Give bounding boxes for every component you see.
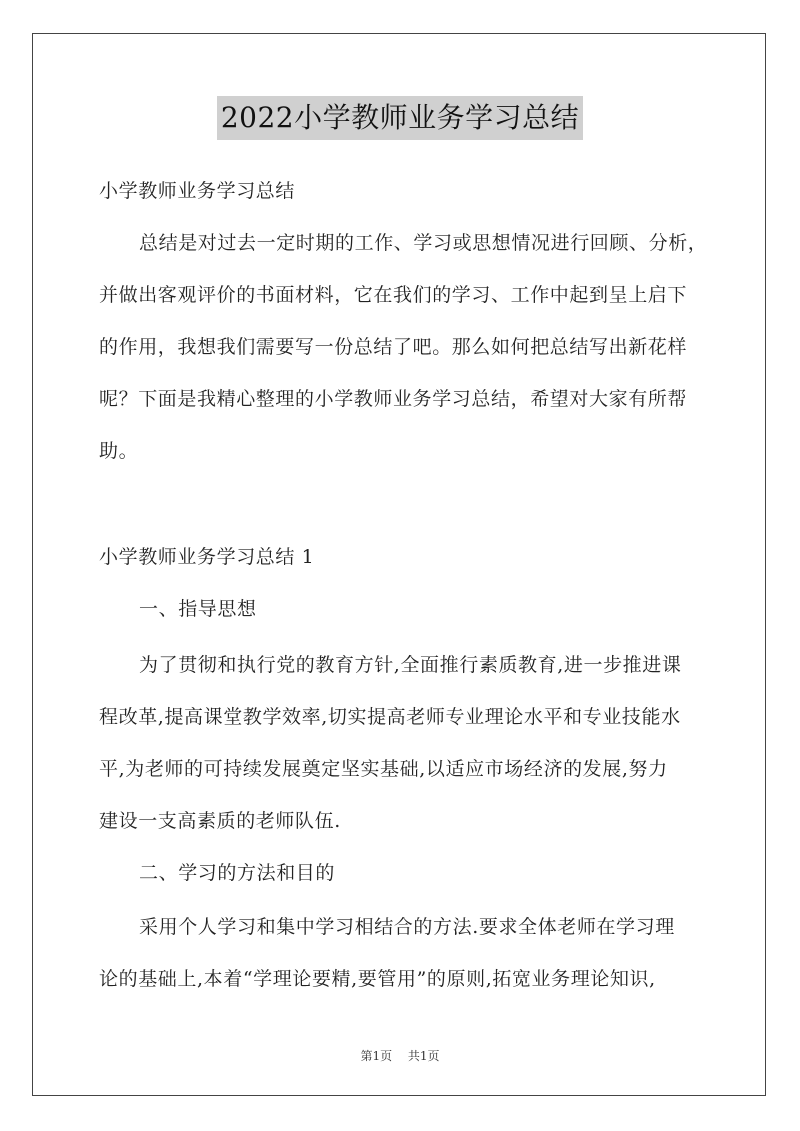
para1-line-1: 为了贯彻和执行党的教育方针,全面推行素质教育,进一步推进课 (139, 654, 682, 676)
page-title: 2022小学教师业务学习总结 (217, 96, 583, 140)
para1-line-3: 平,为老师的可持续发展奠定坚实基础,以适应市场经济的发展,努力 (99, 758, 668, 780)
para1-line-2: 程改革,提高课堂教学效率,切实提高老师专业理论水平和专业技能水 (99, 706, 681, 728)
page-footer (0, 1047, 800, 1064)
para2-line-1: 采用个人学习和集中学习相结合的方法.要求全体老师在学习理 (139, 916, 675, 938)
intro-line-2: 并做出客观评价的书面材料，它在我们的学习、工作中起到呈上启下 (99, 284, 688, 306)
page-total: 共1页 (407, 1049, 440, 1063)
para1-line-4: 建设一支高素质的老师队伍. (99, 810, 341, 832)
page-number: 第1页 (360, 1049, 393, 1063)
intro-line-5: 助。 (99, 440, 139, 462)
intro-line-4: 呢？下面是我精心整理的小学教师业务学习总结，希望对大家有所帮 (99, 388, 688, 410)
section-title: 小学教师业务学习总结 1 (99, 546, 315, 568)
heading-guiding-thought: 一、指导思想 (139, 598, 257, 620)
intro-line-3: 的作用，我想我们需要写一份总结了吧。那么如何把总结写出新花样 (99, 336, 688, 358)
heading-methods: 二、学习的方法和目的 (139, 862, 336, 884)
title-container (0, 96, 800, 140)
para2-line-2: 论的基础上,本着“学理论要精,要管用”的原则,拓宽业务理论知识, (99, 968, 656, 990)
subtitle: 小学教师业务学习总结 (99, 180, 296, 202)
intro-line-1: 总结是对过去一定时期的工作、学习或思想情况进行回顾、分析， (139, 232, 708, 254)
